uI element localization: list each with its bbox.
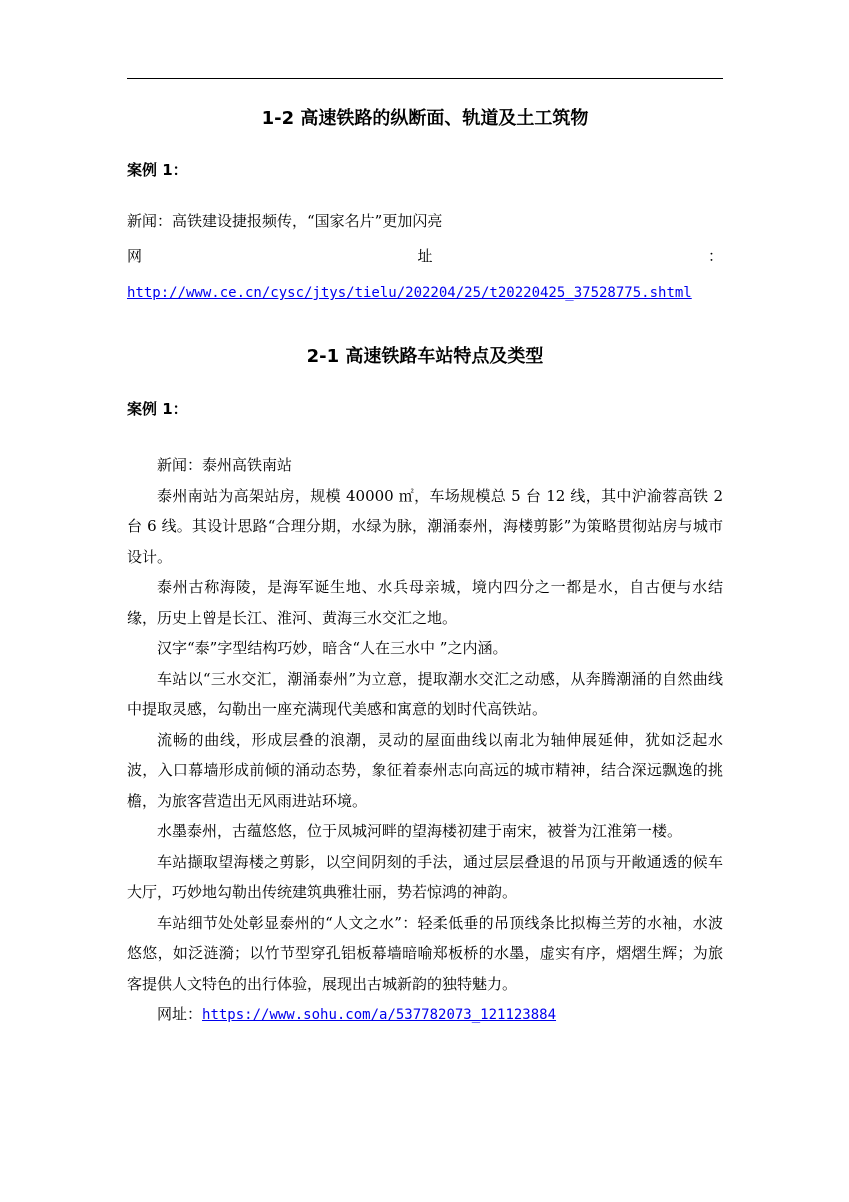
section-heading-2-1: 2-1 高速铁路车站特点及类型 bbox=[306, 346, 544, 367]
url-label-colon: ： bbox=[707, 247, 723, 265]
body-paragraph: 汉字“泰”字型结构巧妙，暗含“人在三水中 ”之内涵。 bbox=[157, 639, 508, 657]
header-rule bbox=[127, 78, 723, 79]
url-prefix: 网址： bbox=[157, 1005, 203, 1023]
news-url-link[interactable]: https://www.sohu.com/a/537782073_121123884 bbox=[202, 1007, 557, 1023]
body-paragraph: 流畅的曲线，形成层叠的浪潮，灵动的屋面曲线以南北为轴伸展延伸，犹如泛起水波，入口幕墙形成前倾的涌动态势，象征着泰州志向高远的城市精神，结合深远飘逸的挑檐，为旅客营造出无风雨进站环境。 bbox=[127, 730, 723, 810]
news-title: 新闻：高铁建设捷报频传，“国家名片”更加闪亮 bbox=[127, 212, 443, 230]
body-paragraph: 水墨泰州，古蕴悠悠，位于凤城河畔的望海楼初建于南宋，被誉为江淮第一楼。 bbox=[157, 822, 683, 840]
body-paragraph: 车站撷取望海楼之剪影，以空间阴刻的手法，通过层层叠退的吊顶与开敞通透的候车大厅，巧妙地勾勒出传统建筑典雅壮丽，势若惊鸿的神韵。 bbox=[127, 852, 723, 901]
case-label: 案例 1： bbox=[127, 161, 188, 179]
news-title: 新闻：泰州高铁南站 bbox=[157, 456, 293, 474]
url-line bbox=[127, 281, 692, 304]
body-paragraph: 车站以“三水交汇，潮涌泰州”为立意，提取潮水交汇之动感，从奔腾潮涌的自然曲线中提取灵感，勾勒出一座充满现代美感和寓意的划时代高铁站。 bbox=[127, 669, 723, 718]
case-body bbox=[127, 450, 723, 1031]
body-paragraph: 泰州南站为高架站房，规模 40000 ㎡，车场规模总 5 台 12 线，其中沪渝蓉高铁 2 台 6 线。其设计思路“合理分期，水绿为脉，潮涌泰州，海楼剪影”为策略贯彻站房与城市设计。 bbox=[127, 486, 723, 566]
news-url-link[interactable]: http://www.ce.cn/cysc/jtys/tielu/202204/25/t20220425_37528775.shtml bbox=[127, 285, 692, 301]
url-label-char: 网 bbox=[127, 247, 143, 265]
url-label-char: 址 bbox=[417, 247, 433, 265]
section-heading-1-2: 1-2 高速铁路的纵断面、轨道及土工筑物 bbox=[261, 108, 589, 129]
body-paragraph: 车站细节处处彰显泰州的“人文之水”：轻柔低垂的吊顶线条比拟梅兰芳的水袖，水波悠悠，如泛涟漪；以竹节型穿孔铝板幕墙暗喻郑板桥的水墨，虚实有序，熠熠生辉；为旅客提供人文特色的出行体验，展现出古城新韵的独特魅力。 bbox=[127, 913, 723, 993]
case-label: 案例 1： bbox=[127, 400, 188, 418]
body-paragraph: 泰州古称海陵，是海军诞生地、水兵母亲城，境内四分之一都是水，自古便与水结缘，历史上曾是长江、淮河、黄海三水交汇之地。 bbox=[127, 578, 723, 627]
url-label-row bbox=[127, 245, 723, 267]
url-paragraph bbox=[127, 999, 723, 1031]
